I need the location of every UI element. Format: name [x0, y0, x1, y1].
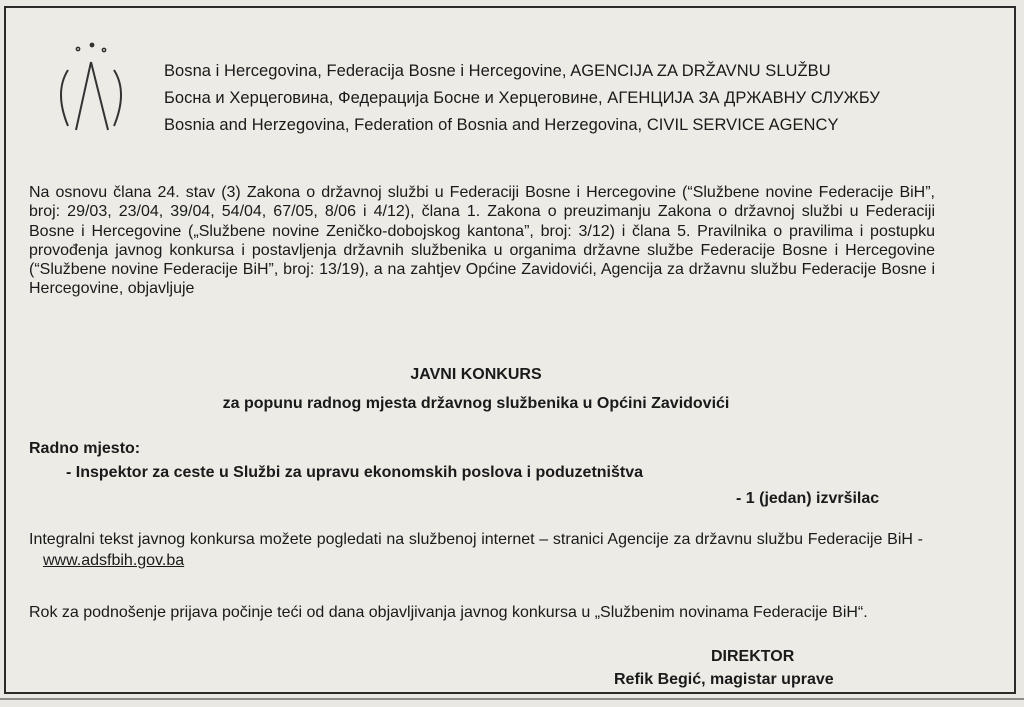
deadline-paragraph: Rok za podnošenje prijava počinje teći od dana objavljivanja javnog konkursa u „Službenim novinama Federacije BiH“.: [29, 604, 868, 621]
announcement-subtitle: za popunu radnog mjesta državnog službenika u Općini Zavidovići: [222, 395, 730, 412]
position-label: Radno mjesto:: [29, 440, 141, 457]
page-divider: [0, 698, 1024, 700]
fulltext-text: Integralni tekst javnog konkursa možete pogledati na službenoj internet – stranici Agencije za državnu službu Federacije BiH -: [29, 531, 923, 548]
agency-header: [164, 58, 984, 139]
intro-paragraph: Na osnovu člana 24. stav (3) Zakona o državnoj službi u Federaciji Bosne i Hercegovine (“Službene novine Federacije BiH”, broj: 29/03, 23/04, 39/04, 54/04, 67/05, 8/06 i 4/12), člana 1. Zakona o preuzimanju Zakona o državnoj službi u Federaciji Bosne i Hercegovine („Službene novine Zeničko-dobojskog kantona”, broj: 3/12) i člana 5. Pravilnika o pravilima i postupku provođenja javnog konkursa i postavljenja državnih službenika u organima državne službe Federacije Bosne i Hercegovine (“Službene novine Federacije BiH”, broj: 13/19), a na zahtjev Općine Zavidovići, Agencija za državnu službu Federacije Bosne i Hercegovine, objavljuje: [29, 184, 935, 298]
fulltext-paragraph: [29, 529, 923, 571]
signature-title: DIREKTOR: [711, 648, 795, 665]
announcement-title: JAVNI KONKURS: [410, 366, 542, 383]
position-item: - Inspektor za ceste u Službi za upravu ekonomskih poslova i poduzetništva: [66, 464, 644, 481]
header-line-bosnian: Bosna i Hercegovina, Federacija Bosne i Hercegovine, AGENCIJA ZA DRŽAVNU SLUŽBU: [164, 62, 831, 80]
signature-name: Refik Begić, magistar uprave: [614, 671, 834, 688]
agency-logo: [48, 40, 128, 148]
header-line-english: Bosnia and Herzegovina, Federation of Bosnia and Herzegovina, CIVIL SERVICE AGENCY: [164, 116, 839, 134]
position-count: - 1 (jedan) izvršilac: [736, 490, 880, 507]
agency-website-link[interactable]: www.adsfbih.gov.ba: [43, 552, 185, 569]
header-line-cyrillic: Босна и Херцеговина, Федерација Босне и Херцеговине, АГЕНЦИЈА ЗА ДРЖАВНУ СЛУЖБУ: [164, 89, 880, 107]
announcement-frame: [4, 6, 1016, 694]
